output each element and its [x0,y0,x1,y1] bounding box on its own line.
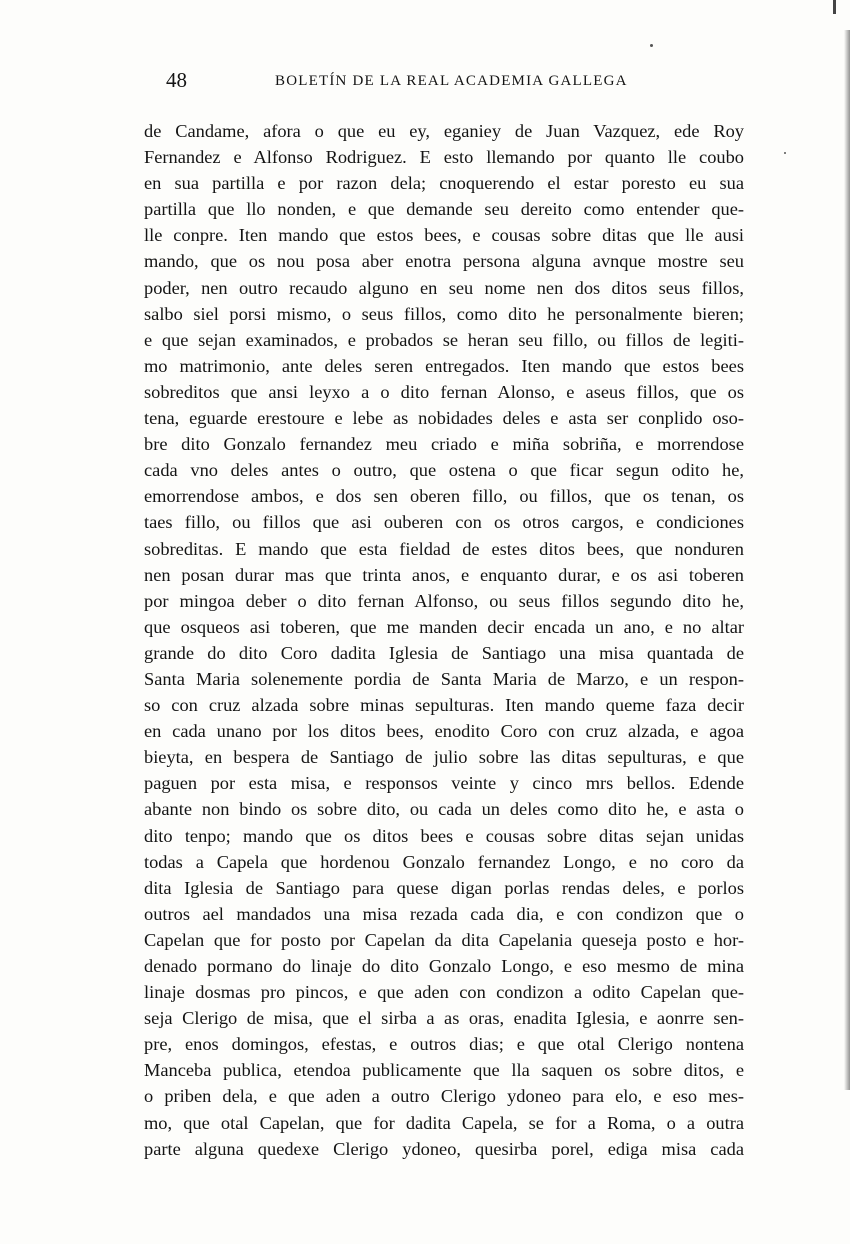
text-line: de Candame, afora o que eu ey, eganiey de Juan Vazquez, ede Roy [144,121,744,141]
print-speck [784,152,786,154]
text-line: paguen por esta misa, e responsos veinte y cinco mrs bellos. Edende [144,773,744,794]
text-line: parte alguna quedexe Clerigo ydoneo, quesirba porel, ediga misa cada [144,1138,744,1159]
text-line: dito tenpo; mando que os ditos bees e cousas sobre ditas sejan unidas [144,825,744,846]
page-edge-shadow [844,30,850,1090]
text-line: cada vno deles antes o outro, que ostena o que ficar segun odito he, [144,460,744,481]
text-line: tena, eguarde erestoure e lebe as nobidades deles e asta ser conplido oso- [144,408,744,429]
running-head: BOLETÍN DE LA REAL ACADEMIA GALLEGA [275,73,628,89]
text-line: e que sejan examinados, e probados se heran seu fillo, ou fillos de legiti- [144,329,744,350]
print-speck [650,44,653,47]
text-line: salbo siel porsi mismo, o seus fillos, como dito he personalmente bieren; [144,303,744,324]
text-line: Fernandez e Alfonso Rodriguez. E esto llemando por quanto lle coubo [144,147,744,168]
text-line: dita Iglesia de Santiago para quese digan porlas rendas deles, e porlos [144,877,744,898]
text-line: mando, que os nou posa aber enotra persona alguna avnque mostre seu [144,251,744,272]
text-line: bre dito Gonzalo fernandez meu criado e miña sobriña, e morrendose [144,434,744,455]
text-line: mo matrimonio, ante deles seren entregados. Iten mando que estos bees [144,355,744,376]
text-line: Manceba publica, etendoa publicamente que lla saquen os sobre ditos, e [144,1060,744,1081]
text-line: mo, que otal Capelan, que for dadita Capela, se for a Roma, o a outra [144,1112,744,1133]
text-line: en sua partilla e por razon dela; cnoquerendo el estar poresto eu sua [144,173,744,194]
text-line: por mingoa deber o dito fernan Alfonso, ou seus fillos segundo dito he, [144,590,744,611]
text-line: que osqueos asi toberen, que me manden decir encada un ano, e no altar [144,616,744,637]
text-line: sobreditas. E mando que esta fieldad de estes ditos bees, que nonduren [144,538,744,559]
text-line: poder, nen outro recaudo alguno en seu nome nen dos ditos seus fillos, [144,277,744,298]
text-line: pre, enos domingos, efestas, e outros dias; e que otal Clerigo nontena [144,1034,744,1055]
body-text [144,118,744,1162]
text-line: Capelan que for posto por Capelan da dita Capelania queseja posto e hor- [144,929,744,950]
text-line: grande do dito Coro dadita Iglesia de Santiago una misa quantada de [144,642,744,663]
text-line: denado pormano do linaje do dito Gonzalo Longo, e eso mesmo de mina [144,956,744,976]
text-line: emorrendose ambos, e dos sen oberen fillo, ou fillos, que os tenan, os [144,486,744,507]
text-line: Santa Maria solenemente pordia de Santa Maria de Marzo, e un respon- [144,668,744,689]
text-line: todas a Capela que hordenou Gonzalo fernandez Longo, e no coro da [144,851,744,872]
text-line: linaje dosmas pro pincos, e que aden con condizon a odito Capelan que- [144,982,744,1003]
text-line: nen posan durar mas que trinta anos, e enquanto durar, e os asi toberen [144,564,744,585]
text-line: lle conpre. Iten mando que estos bees, e cousas sobre ditas que lle ausi [144,225,744,246]
text-line: en cada unano por los ditos bees, enodito Coro con cruz alzada, e agoa [144,721,744,742]
text-line: taes fillo, ou fillos que asi ouberen con os otros cargos, e condiciones [144,512,744,533]
text-line: seja Clerigo de misa, que el sirba a as oras, enadita Iglesia, e aonrre sen- [144,1008,744,1029]
text-line: o priben dela, e que aden a outro Clerigo ydoneo para elo, e eso mes- [144,1086,744,1107]
page-edge-mark [833,0,836,14]
text-line: bieyta, en bespera de Santiago de julio sobre las ditas sepulturas, e que [144,747,744,768]
text-line: abante non bindo os sobre dito, ou cada un deles como dito he, e asta o [144,799,744,820]
text-line: sobreditos que ansi leyxo a o dito fernan Alonso, e aseus fillos, que os [144,381,744,402]
page-header [144,66,744,94]
page-number: 48 [166,68,187,92]
text-line: so con cruz alzada sobre minas sepulturas. Iten mando queme faza decir [144,695,744,716]
text-line: outros ael mandados una misa rezada cada dia, e con condizon que o [144,903,744,924]
text-line: partilla que llo nonden, e que demande seu dereito como entender que- [144,199,744,220]
